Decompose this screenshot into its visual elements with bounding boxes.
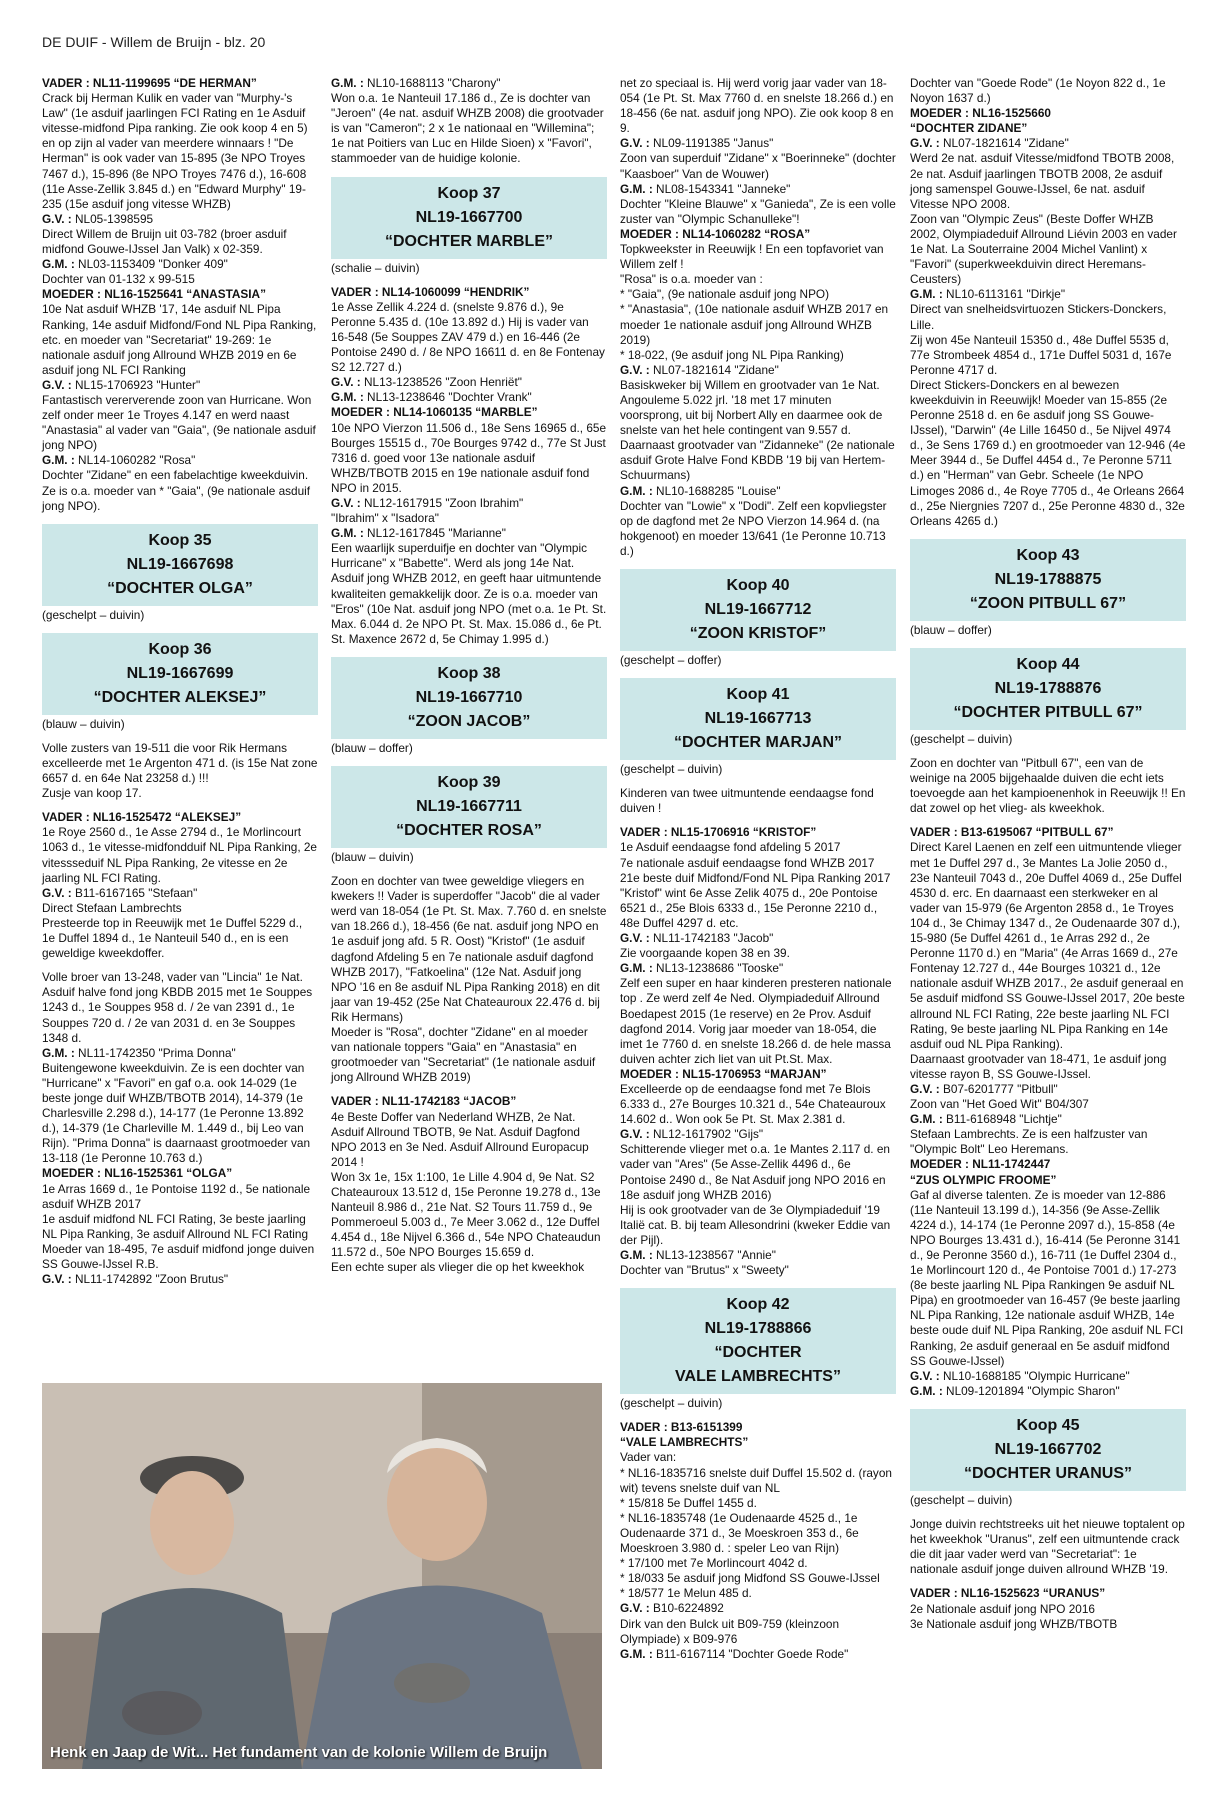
paragraph: Moeder is "Rosa", dochter "Zidane" en al moeder van nationale toppers "Gaia" en "Anastasia" en grootmoeder van "Secretariat" (1e nationale asduif jong Allround WHZB 2019) xyxy=(331,1025,596,1085)
paragraph: G.V. : NL12-1617902 "Gijs" xyxy=(620,1127,764,1142)
paragraph: G.M. : NL13-1238646 "Dochter Vrank" xyxy=(331,390,532,405)
koop-ring: NL19-1788876 xyxy=(994,679,1102,697)
koop-name: “DOCHTER MARJAN” xyxy=(674,734,842,752)
paragraph: G.V. : NL13-1238526 "Zoon Henriët" xyxy=(331,375,522,390)
paragraph: Jonge duivin rechtstreeks uit het nieuwe toptalent op het kweekhok "Uranus", zelf een uitmuntende crack die dit jaar vader werd van "Secretariat": 1e nationale asduif jonge duiven allround WHZB '19. xyxy=(910,1517,1185,1577)
photo-illustration xyxy=(42,1383,602,1769)
koop-43-box xyxy=(910,539,1186,621)
paragraph: Zij won 45e Nanteuil 15350 d., 48e Duffel 5535 d, 77e Strombeek 4854 d., 171e Duffel 5031 d, 167e Peronne 4717 d. xyxy=(910,332,1172,377)
koop-title: Koop 35 xyxy=(148,531,212,549)
paragraph: G.V. : NL07-1821614 "Zidane" xyxy=(910,136,1069,151)
koop-36-subtitle: (blauw – duivin) xyxy=(42,716,125,731)
koop-ring: NL19-1667713 xyxy=(704,710,812,728)
paragraph: net zo speciaal is. Hij werd vorig jaar vader van 18-054 (1e Pt. St. Max 7760 d. en snelste 18.266 d.) en 18-456 (6e nat. asduif jong NPO). Zie ook koop 8 en 9. xyxy=(620,76,894,136)
paragraph: “DOCHTER ZIDANE” xyxy=(910,121,1028,136)
koop-ring: NL19-1667700 xyxy=(415,208,523,226)
koop-44-subtitle: (geschelpt – duivin) xyxy=(910,731,1013,746)
koop-42-box xyxy=(620,1288,896,1394)
paragraph: Gaf al diverse talenten. Ze is moeder van 12-886 (11e Nanteuil 13.199 d.), 14-356 (9e Asse-Zellik 4224 d.), 14-174 (1e Peronne 2097 d.), 15-858 (4e NPO Bourges 13.431 d.), 16-414 (5e Peronne 3141 d., 9e Peronne 3560 d.), 16-711 (1e Duffel 2304 d., 1e Morlincourt 120 d., 4e Pontoise 7001 d.) 17-273 (8e beste jaarling NL Pipa Rankingen 9e asduif NL Pipa) en grootmoeder van 16-457 (9e beste jaarling NL Pipa Ranking, 12e nationale asduif WHZB, 14e beste oude duif NL Pipa Ranking, 20e asduif NL FCI Ranking, 2e asduif generaal en 5e asduif midfond SS Gouwe-IJssel) xyxy=(910,1187,1184,1368)
paragraph: Presteerde top in Reeuwijk met 1e Duffel 5229 d., 1e Duffel 1894 d., 1e Nanteuil 540 d., en is een geweldige kweekdoffer. xyxy=(42,915,303,961)
paragraph: Buitengewone kweekduivin. Ze is een dochter van "Hurricane" x "Favori" en gaf o.a. ook 14-029 (1e beste jonge duif WHZB/TBOTB 2014), 14-379 (1e Charlesville 2.298 d.), 14-177 (1e Peronne 13.892 d.), 14-379 (1e Charleville M. 1.449 d., bij Leo van Rijn). "Prima Donna" is daarnaast grootmoeder van 13-118 (1e Peronne 10.763 d.) xyxy=(42,1060,311,1166)
paragraph: Crack bij Herman Kulik en vader van "Murphy-'s Law" (1e asduif jaarlingen FCI Rating en 1e Asduif vitesse-midfond Pipa ranking. Zie ook koop 4 en 5) en op zijn al vader van meerdere winnaars ! "De Herman" is ook vader van 15-895 (3e NPO Troyes 7467 d.), 15-896 (8e NPO Troyes 7476 d.), 16-608 (11e Asse-Zellik 3.845 d.) en "Edward Murphy" 19-235 (15e asduif jong vitesse WHZB) xyxy=(42,91,308,211)
column-3 xyxy=(620,76,896,1662)
koop-name: “ZOON KRISTOF” xyxy=(689,625,827,642)
paragraph: MOEDER : NL11-1742447 xyxy=(910,1157,1051,1172)
paragraph: MOEDER : NL14-1060135 “MARBLE” xyxy=(331,405,538,420)
paragraph: G.V. : NL05-1398595 xyxy=(42,211,154,226)
koop-title: Koop 42 xyxy=(726,1296,790,1314)
paragraph: 7e nationale asduif eendaagse fond WHZB 2017 xyxy=(620,855,875,870)
paragraph: Een echte super als vlieger die op het kweekhok xyxy=(331,1260,585,1275)
koop-ring: NL19-1667702 xyxy=(994,1440,1102,1458)
paragraph: Direct Stefaan Lambrechts xyxy=(42,900,182,915)
paragraph: MOEDER : NL16-1525641 “ANASTASIA” xyxy=(42,287,266,302)
paragraph: Direct Stickers-Donckers en al bewezen kweekduivin in Reeuwijk! Moeder van 15-855 (2e Peronne 2518 d. en 6e asduif jong SS Gouwe-IJssel), "Darwin" (4e Lille 16450 d., 5e Nijvel 4974 d., 3e Sens 1769 d.) en grootmoeder van 12-946 (4e Meer 3944 d., 5e Duffel 4454 d., 7e Peronne 5711 d.) en "Herman" van Gebr. Scheele (1e NPO Limoges 2086 d., 4e Roye 7705 d., 4e Orleans 2664 d., 25e Niergnies 7207 d., 25e Peronne 4830 d., 32e Orleans 4265 d.) xyxy=(910,377,1186,528)
paragraph: VADER : NL14-1060099 “HENDRIK” xyxy=(331,284,530,299)
koop-45-box xyxy=(910,1409,1186,1491)
koop-38-subtitle: (blauw – doffer) xyxy=(331,740,413,755)
paragraph: 3e Nationale asduif jong WHZB/TBOTB xyxy=(910,1616,1118,1631)
koop-45-subtitle: (geschelpt – duivin) xyxy=(910,1492,1013,1507)
paragraph: * 18-022, (9e asduif jong NL Pipa Ranking) xyxy=(620,347,844,362)
paragraph: Schitterende vlieger met o.a. 1e Mantes 2.117 d. en vader van "Ares" (5e Asse-Zellik 4496 d., 6e Pontoise 2490 d., 8e Nat Asduif jong NPO 2016 en 18e asduif jong WHZB 2016) xyxy=(620,1142,890,1202)
paragraph: Stefaan Lambrechts. Ze is een halfzuster van "Olympic Bolt" Leo Heremans. xyxy=(910,1127,1148,1157)
paragraph: G.M. : NL10-6113161 "Dirkje" xyxy=(910,287,1066,302)
page-header: DE DUIF - Willem de Bruijn - blz. 20 xyxy=(42,34,266,50)
koop-ring: NL19-1667698 xyxy=(126,555,234,573)
koop-title: Koop 43 xyxy=(1016,546,1080,564)
paragraph: G.V. : B11-6167165 "Stefaan" xyxy=(42,885,198,900)
paragraph: * "Anastasia", (10e nationale asduif WHZB 2017 en moeder 1e nationale asduif jong Allround WHZB 2019) xyxy=(620,302,889,347)
paragraph: * NL16-1835716 snelste duif Duffel 15.502 d. (rayon wit) tevens snelste duif van NL xyxy=(620,1465,892,1495)
paragraph: “ZUS OLYMPIC FROOME” xyxy=(910,1172,1057,1187)
col3-intro xyxy=(620,76,896,559)
paragraph: “VALE LAMBRECHTS” xyxy=(620,1435,749,1450)
paragraph: Werd 2e nat. asduif Vitesse/midfond TBOTB 2008, 2e nat. Asduif jaarlingen TBOTB 2008, 2e asduif jong samenspel Gouwe-IJssel, 6e nat. asduif Vitesse NPO 2008. xyxy=(910,151,1175,211)
column-4 xyxy=(910,76,1186,1632)
paragraph: Excelleerde op de eendaagse fond met 7e Blois 6.333 d., 27e Bourges 10.321 d., 54e Chateauroux 14.602 d.. Won ook 5e Pt. St. Max 2.381 d. xyxy=(620,1081,886,1127)
koop-40-box xyxy=(620,569,896,651)
koop-name: “DOCHTER ROSA” xyxy=(396,822,542,839)
paragraph: 1e Asduif eendaagse fond afdeling 5 2017 xyxy=(620,840,841,855)
koop-44-box xyxy=(910,648,1186,730)
paragraph: Daarnaast grootvader van 18-471, 1e asduif jong vitesse rayon B, SS Gouwe-IJssel. xyxy=(910,1051,1167,1081)
paragraph: G.M. : NL14-1060282 "Rosa" xyxy=(42,453,196,468)
koop-ring: NL19-1788866 xyxy=(704,1320,812,1338)
paragraph: 4e Beste Doffer van Nederland WHZB, 2e Nat. Asduif Allround TBOTB, 9e Nat. Asduif Dagfond NPO 2013 en 3e Ned. Asduif Allround Europacup 2014 ! xyxy=(331,1109,589,1169)
paragraph: * 17/100 met 7e Morlincourt 4042 d. xyxy=(620,1556,808,1571)
paragraph: G.M. : NL03-1153409 "Donker 409" xyxy=(42,257,228,272)
paragraph: 10e NPO Vierzon 11.506 d., 18e Sens 16965 d., 65e Bourges 15515 d., 70e Bourges 9742 d., 77e St Just 7316 d. goed voor 13e nationale asduif WHZB/TBOTB 2015 en 19e nationale asduif fond NPO in 2015. xyxy=(331,420,607,495)
paragraph: Zie voorgaande kopen 38 en 39. xyxy=(620,946,790,961)
paragraph: Een waarlijk superduifje en dochter van "Olympic Hurricane" x "Babette". Werd als jong 14e Nat. Asduif jong WHZB 2012, en geeft haar uitmuntende kwaliteiten gemakkelijk door. Ze is o.a. moeder van "Eros" (10e Nat. asduif jong NPO (met o.a. 1e Pt. St. Max. 6.044 d. 2e NPO Pt. St. Max. 15.086 d., 6e Pt. St. Maxence 2672 d, 5e Chimay 1.995 d.) xyxy=(331,541,607,646)
koop-name: “DOCHTER OLGA” xyxy=(107,579,253,597)
paragraph: VADER : NL16-1525623 “URANUS” xyxy=(910,1586,1106,1601)
koop-name: “DOCHTER PITBULL 67” xyxy=(953,703,1143,721)
paragraph: Dochter van "Brutus" x "Sweety" xyxy=(620,1263,789,1278)
paragraph: Fantastisch vererverende zoon van Hurricane. Won zelf onder meer 1e Troyes 4.147 en werd naast "Anastasia" al vader van "Gaia", (9e nationale asduif jong NPO) xyxy=(42,392,316,453)
paragraph: 1e asduif midfond NL FCI Rating, 3e beste jaarling NL Pipa Ranking, 3e asduif Allround NL FCI Rating xyxy=(42,1211,309,1241)
photo-henk-jaap xyxy=(42,1383,602,1769)
paragraph: G.M. : NL10-1688285 "Louise" xyxy=(620,483,781,498)
paragraph: * 18/577 1e Melun 485 d. xyxy=(620,1586,752,1601)
photo-caption: Henk en Jaap de Wit... Het fundament van de kolonie Willem de Bruijn xyxy=(50,1744,548,1761)
paragraph: Dirk van den Bulck uit B09-759 (kleinzoon Olympiade) x B09-976 xyxy=(620,1616,840,1646)
paragraph: G.M. : NL09-1201894 "Olympic Sharon" xyxy=(910,1383,1120,1398)
paragraph: G.V. : NL10-1688185 "Olympic Hurricane" xyxy=(910,1368,1130,1383)
paragraph: Won 3x 1e, 15x 1:100, 1e Lille 4.904 d, 9e Nat. S2 Chateauroux 13.512 d, 15e Peronne 19.278 d., 13e Nanteuil 8.986 d., 21e Nat. S2 Tours 11.759 d., 9e Pommeroeul 5.003 d., 7e Meer 3.062 d., 12e Duffel 4.454 d., 18e Nijvel 6.366 d., 54e NPO Chateaudun 11.572 d., 50e NPO Bourges 15.659 d. xyxy=(331,1169,601,1260)
koop-35-subtitle: (geschelpt – duivin) xyxy=(42,607,145,622)
koop-title: Koop 38 xyxy=(437,664,501,682)
koop-name: “ZOON JACOB” xyxy=(407,712,531,730)
paragraph: Dochter van "Goede Rode" (1e Noyon 822 d., 1e Noyon 1637 d.) xyxy=(910,76,1166,106)
paragraph: Dochter "Zidane" en een fabelachtige kweekduivin. Ze is o.a. moeder van * "Gaia", (9e nationale asduif jong NPO). xyxy=(42,468,311,513)
paragraph: G.M. : B11-6167114 "Dochter Goede Rode" xyxy=(620,1646,849,1661)
paragraph: Zusje van koop 17. xyxy=(42,786,142,801)
paragraph: Volle broer van 13-248, vader van "Lincia" 1e Nat. Asduif halve fond jong KBDB 2015 met 1e Souppes 1243 d., 1e Souppes 958 d. / 2e van 2391 d., 1e Souppes 720 d. / 2e van 2031 d. en 3e Souppes 1348 d. xyxy=(42,970,313,1045)
koop-title: Koop 40 xyxy=(726,577,790,594)
paragraph: G.M. : B11-6168948 "Lichtje" xyxy=(910,1112,1062,1127)
paragraph: Volle zusters van 19-511 die voor Rik Hermans excelleerde met 1e Argenton 471 d. (is 15e Nat zone 6657 d. en 64e Nat 23258 d.) !!! xyxy=(42,740,318,786)
koop-title: Koop 44 xyxy=(1016,655,1080,673)
paragraph: G.M. : NL10-1688113 "Charony" xyxy=(331,76,501,90)
paragraph: VADER : NL16-1525472 “ALEKSEJ” xyxy=(42,810,242,825)
paragraph: VADER : B13-6151399 xyxy=(620,1420,743,1435)
koop-name: “ZOON PITBULL 67” xyxy=(969,594,1127,612)
paragraph: G.V. : NL15-1706923 "Hunter" xyxy=(42,377,201,392)
koop-title: Koop 45 xyxy=(1016,1416,1080,1434)
paragraph: G.M. : NL11-1742350 "Prima Donna" xyxy=(42,1045,236,1060)
column-2 xyxy=(331,76,607,1276)
paragraph: Vader van: xyxy=(620,1450,677,1465)
column-1 xyxy=(42,76,318,1287)
koop-41-subtitle: (geschelpt – duivin) xyxy=(620,762,723,777)
koop-42-subtitle: (geschelpt – duivin) xyxy=(620,1396,723,1411)
koop-title: Koop 41 xyxy=(726,686,790,704)
paragraph: Dochter van 01-132 x 99-515 xyxy=(42,272,195,287)
paragraph: G.V. : NL09-1191385 "Janus" xyxy=(620,136,774,151)
paragraph: Topkweekster in Reeuwijk ! En een topfavoriet van Willem zelf ! xyxy=(620,242,884,272)
paragraph: MOEDER : NL16-1525361 “OLGA” xyxy=(42,1166,233,1181)
paragraph: G.V. : B10-6224892 xyxy=(620,1601,724,1616)
col1-rest xyxy=(42,741,318,1287)
paragraph: 1e Arras 1669 d., 1e Pontoise 1192 d., 5e nationale asduif WHZB 2017 xyxy=(42,1181,311,1211)
paragraph: Won o.a. 1e Nanteuil 17.186 d., Ze is dochter van "Jeroen" (4e nat. asduif WHZB 2008) die grootvader is van "Cameron"; 2 x 1e nationaal en "Willemina"; 1e nat Poitiers van Luc en Hilde Sioen) x "Favori", stammoeder van de huidige kolonie. xyxy=(331,91,604,166)
koop-title: Koop 36 xyxy=(148,640,212,658)
koop-37-box xyxy=(331,177,607,259)
koop-name: “DOCHTER ALEKSEJ” xyxy=(93,688,267,706)
koop-35-box xyxy=(42,524,318,606)
koop-name: “DOCHTER xyxy=(714,1344,802,1362)
col3-mid xyxy=(620,786,896,1278)
koop-title: Koop 37 xyxy=(437,184,501,202)
paragraph: VADER : NL11-1742183 “JACOB” xyxy=(331,1094,517,1109)
col2-mid xyxy=(331,285,607,647)
col1-intro xyxy=(42,76,318,514)
koop-41-box xyxy=(620,678,896,760)
col3-rest xyxy=(620,1420,896,1662)
paragraph: Hij is ook grootvader van de 3e Olympiadeduif '19 Italië cat. B. bij team Allesondrini (kweker Eddie van der Pijl). xyxy=(620,1202,891,1247)
paragraph: MOEDER : NL14-1060282 “ROSA” xyxy=(620,226,811,241)
paragraph: "Rosa" is o.a. moeder van : xyxy=(620,272,763,287)
paragraph: Zoon en dochter van twee geweldige vliegers en kwekers !! Vader is superdoffer "Jacob" die al vader werd van 18-054 (1e Pt. St. Max. 7.760 d. en snelste van 18.266 d.), 18-456 (6e nat. asduif jong NPO en 1e asduif jong afd. 5 R. Oost) "Kristof" (1e asduif dagfond Afdeling 5 en 7e nationale asduif dagfond WHZB 2017), "Fatkoelina" (12e Nat. Asduif jong NPO '16 en 8e asduif NL Pipa Ranking 2018) en dit jaar van 19-452 (25e Nat Chateauroux 22.476 d. bij Rik Hermans) xyxy=(331,874,607,1024)
paragraph: G.V. : NL07-1821614 "Zidane" xyxy=(620,362,779,377)
paragraph: G.V. : NL12-1617915 "Zoon Ibrahim" xyxy=(331,495,524,510)
paragraph: G.V. : NL11-1742183 "Jacob" xyxy=(620,931,774,946)
koop-ring: NL19-1667699 xyxy=(126,664,234,682)
koop-name-line-2: VALE LAMBRECHTS” xyxy=(675,1368,841,1386)
paragraph: Zelf een super en haar kinderen presteren nationale top . Ze werd zelf 4e Ned. Olympiadeduif Allround Boedapest 2015 (1e reserve) en 2e Prov. Asduif dagfond 2014. Vorig jaar moeder van 18-054, die imet 1e 7760 d. en snelste 18.266 d. de hele massa duiven achter zich liet van uit Pt.St. Max. xyxy=(620,976,892,1066)
paragraph: VADER : NL15-1706916 “KRISTOF” xyxy=(620,825,817,840)
koop-ring: NL19-1667710 xyxy=(415,688,523,706)
koop-ring: NL19-1667711 xyxy=(416,798,522,815)
koop-43-subtitle: (blauw – doffer) xyxy=(910,622,992,637)
paragraph: Dochter "Kleine Blauwe" x "Ganieda", Ze is een volle zuster van "Olympic Schanulleke"! xyxy=(620,196,896,226)
paragraph: G.V. : B07-6201777 "Pitbull" xyxy=(910,1081,1058,1096)
col2-rest xyxy=(331,874,607,1275)
col4-rest xyxy=(910,1517,1186,1632)
paragraph: "Ibrahim" x "Isadora" xyxy=(331,511,439,526)
paragraph: Basiskweker bij Willem en grootvader van 1e Nat. Angouleme 5.022 jrl. '18 met 17 minuten voorsprong, uit bij Norbert Ally en daarmee ook de snelste van het hele contingent van 9.557 d. Daarnaast grootvader van "Zidanneke" (2e nationale asduif Grote Halve Fond KBDB '19 bij van Hertem-Schuurmans) xyxy=(620,377,895,483)
paragraph: 1e Roye 2560 d., 1e Asse 2794 d., 1e Morlincourt 1063 d., 1e vitesse-midfondduif NL Pipa Ranking, 2e vitessseduif NL Pipa Ranking, 2e vitesse en 2e jaarling NL FCI Rating. xyxy=(42,825,317,885)
paragraph: G.M. : NL13-1238567 "Annie" xyxy=(620,1248,776,1262)
paragraph: * 18/033 5e asduif jong Midfond SS Gouwe-IJssel xyxy=(620,1571,880,1586)
paragraph: 1e Asse Zellik 4.224 d. (snelste 9.876 d.), 9e Peronne 5.435 d. (10e 13.892 d.) Hij is vader van 16-548 (5e Souppes ZAV 479 d.) en 16-446 (2e Pontoise 2490 d. / 8e NPO 16611 d. en 8e Fontenay S2 12.727 d.) xyxy=(331,299,605,375)
koop-ring: NL19-1667712 xyxy=(704,601,812,618)
col4-mid xyxy=(910,756,1186,1399)
paragraph: MOEDER : NL16-1525660 xyxy=(910,106,1051,121)
paragraph: 21e beste duif Midfond/Fond NL Pipa Ranking 2017 xyxy=(620,870,891,885)
paragraph: Zoon van "Olympic Zeus" (Beste Doffer WHZB 2002, Olympiadeduif Allround Liévin 2003 en vader 1e Nat. La Souterraine 2004 Michel Vanlint) x "Favori" (superkweekduivin direct Heremans-Ceusters) xyxy=(910,211,1177,287)
paragraph: Zoon van superduif "Zidane" x "Boerinneke" (dochter "Kaasboer" Van de Wouwer) xyxy=(620,151,896,181)
paragraph: Direct Willem de Bruijn uit 03-782 (broer asduif midfond Gouwe-IJssel Jan Valk) x 02-359. xyxy=(42,226,287,257)
koop-39-box xyxy=(331,766,607,848)
paragraph: 2e Nationale asduif jong NPO 2016 xyxy=(910,1601,1095,1616)
paragraph: G.M. : NL12-1617845 "Marianne" xyxy=(331,526,506,541)
paragraph: * "Gaia", (9e nationale asduif jong NPO) xyxy=(620,287,830,302)
koop-name: “DOCHTER URANUS” xyxy=(964,1464,1132,1482)
paragraph: G.M. : NL08-1543341 "Janneke" xyxy=(620,181,791,196)
paragraph: VADER : B13-6195067 “PITBULL 67” xyxy=(910,825,1114,840)
koop-36-box xyxy=(42,633,318,715)
koop-38-box xyxy=(331,657,607,739)
paragraph: "Kristof" wint 6e Asse Zelik 4075 d., 20e Pontoise 6521 d., 25e Blois 6333 d., 15e Peronne 2210 d., 48e Duffel 4297 d. etc. xyxy=(620,885,878,930)
paragraph: Dochter van "Lowie" x "Dodi". Zelf een kopvliegster op de dagfond met 2e NPO Vierzon 14.964 d. (na hokgenoot) en moeder 13/641 (1e Peronne 10.713 d.) xyxy=(620,498,887,558)
paragraph: Direct Karel Laenen en zelf een uitmuntende vlieger met 1e Duffel 297 d., 3e Mantes La Jolie 2050 d., 23e Nanteuil 7043 d., 20e Duffel 4069 d., 25e Duffel 4530 d. erc. En daarnaast een sterkweker en al vader van 15-979 (6e Argenton 2858 d., 1e Troyes 104 d., 3e Chimay 1347 d., 2e Oudenaarde 307 d.), 15-980 (5e Duffel 4261 d., 1e Arras 292 d., 2e Peronne 1170 d.) en "Maria" (4e Arras 1669 d., 27e Fontenay 12.727 d., 44e Bourges 10321 d., 12e nationale asduif WHZB 2017., 2e asduif generaal en 5e asduif midfond SS Gouwe-IJssel 2017, 20e beste allround NL FCI Rating, 22e beste jaarling NL FCI Rating, 9e beste jaarling NL Pipa Ranking en 14e asduif oud NL Pipa Ranking). xyxy=(910,840,1185,1051)
paragraph: 10e Nat asduif WHZB '17, 14e asduif NL Pipa Ranking, 14e asduif Midfond/Fond NL Pipa Ranking, etc. en moeder van "Secretariat" 19-269: 1e nationale asduif jong Allround WHZB 2019 en 6e asduif jong NL FCI Ranking xyxy=(42,302,317,377)
paragraph: Kinderen van twee uitmuntende eendaagse fond duiven ! xyxy=(620,786,874,816)
paragraph: Zoon en dochter van "Pitbull 67", een van de weinige na 2005 bijgehaalde duiven die echt iets toevoegde aan het kampioenenhok in Reeuwijk !! En dat zowel op het vlieg- als kweekhok. xyxy=(910,756,1186,816)
col4-intro xyxy=(910,76,1186,529)
koop-ring: NL19-1788875 xyxy=(994,570,1102,588)
koop-37-subtitle: (schalie – duivin) xyxy=(331,260,420,275)
paragraph: Moeder van 18-495, 7e asduif midfond jonge duiven SS Gouwe-IJssel R.B. xyxy=(42,1241,315,1271)
koop-name: “DOCHTER MARBLE” xyxy=(385,232,553,250)
paragraph: G.M. : NL13-1238686 "Tooske" xyxy=(620,961,784,976)
col2-intro xyxy=(331,76,607,167)
paragraph: Direct van snelheidsvirtuozen Stickers-Donckers, Lille. xyxy=(910,302,1167,332)
koop-39-subtitle: (blauw – duivin) xyxy=(331,850,414,864)
paragraph: MOEDER : NL15-1706953 “MARJAN” xyxy=(620,1066,827,1081)
paragraph: * NL16-1835748 (1e Oudenaarde 4525 d., 1e Oudenaarde 371 d., 3e Moeskroen 353 d., 6e Moeskroen 3.980 d. : speler Leo van Rijn) xyxy=(620,1510,859,1556)
koop-title: Koop 39 xyxy=(437,774,501,791)
koop-40-subtitle: (geschelpt – doffer) xyxy=(620,653,722,667)
paragraph: VADER : NL11-1199695 “DE HERMAN” xyxy=(42,76,257,90)
paragraph: G.V. : NL11-1742892 "Zoon Brutus" xyxy=(42,1272,229,1287)
paragraph: * 15/818 5e Duffel 1455 d. xyxy=(620,1495,757,1510)
paragraph: Zoon van "Het Goed Wit" B04/307 xyxy=(910,1097,1089,1112)
